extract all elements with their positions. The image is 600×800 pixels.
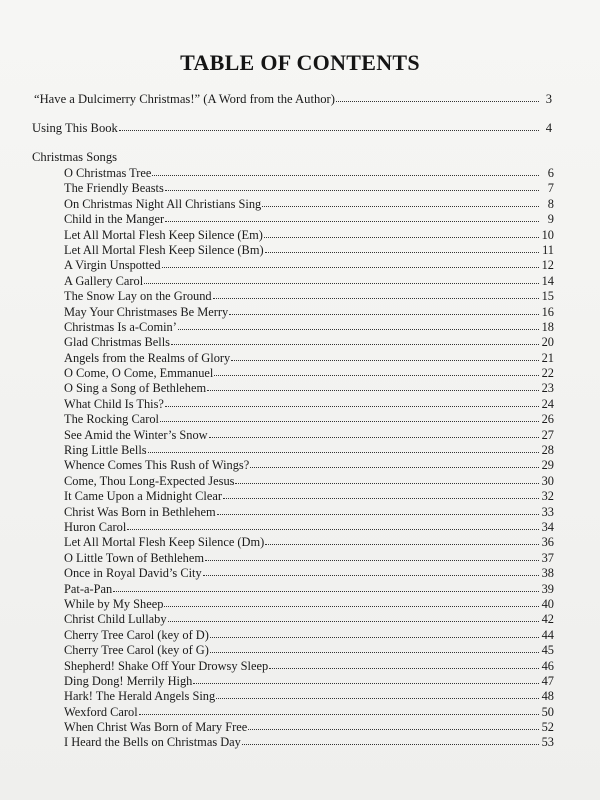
song-page-number: 27 bbox=[541, 427, 554, 442]
song-page-number: 42 bbox=[541, 612, 554, 627]
toc-entry-label: Using This Book bbox=[32, 121, 118, 135]
song-page-number: 53 bbox=[541, 735, 554, 750]
toc-song-entry bbox=[64, 551, 554, 566]
song-page-number: 18 bbox=[541, 319, 554, 334]
song-title: On Christmas Night All Christians Sing bbox=[64, 196, 262, 211]
song-page-number: 37 bbox=[541, 550, 554, 565]
song-title: Cherry Tree Carol (key of D) bbox=[64, 627, 209, 642]
toc-song-entry bbox=[64, 643, 554, 658]
song-title: Child in the Manger bbox=[64, 212, 165, 227]
toc-song-entry bbox=[64, 397, 554, 412]
dot-leader bbox=[152, 165, 539, 176]
dot-leader bbox=[242, 734, 539, 745]
toc-entry-author-word bbox=[34, 92, 552, 107]
song-title: Christ Was Born in Bethlehem bbox=[64, 504, 216, 519]
song-page-number: 50 bbox=[541, 704, 554, 719]
song-title: Christ Child Lullaby bbox=[64, 612, 167, 627]
song-title: A Gallery Carol bbox=[64, 273, 144, 288]
dot-leader bbox=[264, 227, 539, 238]
song-page-number: 32 bbox=[541, 489, 554, 504]
song-title: Let All Mortal Flesh Keep Silence (Dm) bbox=[64, 535, 265, 550]
toc-song-entry bbox=[64, 597, 554, 612]
section-heading: Christmas Songs bbox=[32, 150, 118, 164]
song-page-number: 14 bbox=[541, 273, 554, 288]
toc-song-entry bbox=[64, 628, 554, 643]
dot-leader bbox=[165, 396, 539, 407]
song-page-number: 28 bbox=[541, 443, 554, 458]
dot-leader bbox=[248, 719, 539, 730]
song-page-number: 21 bbox=[541, 350, 554, 365]
song-page-number: 9 bbox=[547, 212, 554, 227]
song-page-number: 47 bbox=[541, 673, 554, 688]
dot-leader bbox=[203, 565, 539, 576]
song-title: May Your Christmases Be Merry bbox=[64, 304, 229, 319]
toc-song-entry bbox=[64, 181, 554, 196]
toc-song-entry bbox=[64, 520, 554, 535]
song-page-number: 44 bbox=[541, 627, 554, 642]
song-title: It Came Upon a Midnight Clear bbox=[64, 489, 222, 504]
song-page-number: 36 bbox=[541, 535, 554, 550]
toc-song-entry bbox=[64, 381, 554, 396]
dot-leader bbox=[164, 596, 539, 607]
song-page-number: 22 bbox=[541, 366, 554, 381]
dot-leader bbox=[165, 211, 539, 222]
toc-song-entry bbox=[64, 566, 554, 581]
song-page-number: 33 bbox=[541, 504, 554, 519]
dot-leader bbox=[162, 257, 539, 268]
song-page-number: 30 bbox=[541, 473, 554, 488]
toc-song-entry bbox=[64, 228, 554, 243]
toc-song-entry bbox=[64, 489, 554, 504]
toc-entry-page: 4 bbox=[545, 121, 552, 135]
toc-song-entry bbox=[64, 474, 554, 489]
dot-leader bbox=[119, 120, 539, 131]
song-title: Come, Thou Long-Expected Jesus bbox=[64, 473, 235, 488]
song-page-number: 7 bbox=[547, 181, 554, 196]
toc-song-entry bbox=[64, 351, 554, 366]
dot-leader bbox=[171, 334, 539, 345]
dot-leader bbox=[127, 519, 539, 530]
toc-song-entry bbox=[64, 505, 554, 520]
song-title: The Rocking Carol bbox=[64, 412, 159, 427]
song-page-number: 40 bbox=[541, 596, 554, 611]
toc-song-entry bbox=[64, 366, 554, 381]
dot-leader bbox=[178, 319, 539, 330]
toc-song-entry bbox=[64, 212, 554, 227]
song-page-number: 6 bbox=[547, 166, 554, 180]
song-title: Let All Mortal Flesh Keep Silence (Em) bbox=[64, 227, 263, 242]
song-page-number: 15 bbox=[541, 289, 554, 304]
song-page-number: 39 bbox=[541, 581, 554, 596]
song-title: Once in Royal David’s City bbox=[64, 566, 202, 581]
dot-leader bbox=[214, 365, 539, 376]
dot-leader bbox=[223, 488, 539, 499]
song-title: Christmas Is a-Comin’ bbox=[64, 319, 177, 334]
song-title: Ring Little Bells bbox=[64, 443, 147, 458]
song-title: Huron Carol bbox=[64, 519, 127, 534]
song-page-number: 52 bbox=[541, 720, 554, 735]
toc-song-entry bbox=[64, 428, 554, 443]
song-title: A Virgin Unspotted bbox=[64, 258, 161, 273]
song-title: O Come, O Come, Emmanuel bbox=[64, 366, 214, 381]
dot-leader bbox=[210, 642, 539, 653]
toc-song-entry bbox=[64, 320, 554, 335]
song-title: I Heard the Bells on Christmas Day bbox=[64, 735, 241, 750]
toc-song-entry bbox=[64, 705, 554, 720]
song-title: Hark! The Herald Angels Sing bbox=[64, 689, 216, 704]
song-title: The Friendly Beasts bbox=[64, 181, 164, 196]
song-title: O Christmas Tree bbox=[64, 166, 152, 180]
toc-song-entry bbox=[64, 274, 554, 289]
toc-entry-label: “Have a Dulcimerry Christmas!” (A Word from the Author) bbox=[34, 92, 335, 106]
toc-song-entry bbox=[64, 305, 554, 320]
dot-leader bbox=[262, 196, 539, 207]
song-page-number: 46 bbox=[541, 658, 554, 673]
toc-song-entry bbox=[64, 243, 554, 258]
dot-leader bbox=[213, 288, 539, 299]
song-page-number: 8 bbox=[547, 196, 554, 211]
dot-leader bbox=[113, 581, 539, 592]
song-title: Cherry Tree Carol (key of G) bbox=[64, 643, 209, 658]
dot-leader bbox=[231, 350, 539, 361]
song-page-number: 23 bbox=[541, 381, 554, 396]
dot-leader bbox=[144, 273, 539, 284]
song-title: The Snow Lay on the Ground bbox=[64, 289, 212, 304]
song-page-number: 34 bbox=[541, 519, 554, 534]
toc-song-entry bbox=[64, 197, 554, 212]
song-title: While by My Sheep bbox=[64, 596, 164, 611]
song-page-number: 24 bbox=[541, 396, 554, 411]
dot-leader bbox=[217, 504, 539, 515]
dot-leader bbox=[205, 550, 539, 561]
dot-leader bbox=[139, 704, 539, 715]
toc-song-entry bbox=[64, 289, 554, 304]
toc-song-entry bbox=[64, 335, 554, 350]
song-title: O Sing a Song of Bethlehem bbox=[64, 381, 207, 396]
toc-song-entry bbox=[64, 612, 554, 627]
toc-song-entry bbox=[64, 412, 554, 427]
song-title: Wexford Carol bbox=[64, 704, 138, 719]
page-title: TABLE OF CONTENTS bbox=[180, 50, 420, 75]
song-page-number: 10 bbox=[541, 227, 554, 242]
song-page-number: 45 bbox=[541, 643, 554, 658]
song-title: Pat-a-Pan bbox=[64, 581, 113, 596]
dot-leader bbox=[250, 457, 539, 468]
song-title: When Christ Was Born of Mary Free bbox=[64, 720, 248, 735]
song-title: Let All Mortal Flesh Keep Silence (Bm) bbox=[64, 242, 264, 257]
dot-leader bbox=[229, 304, 539, 315]
song-title: Angels from the Realms of Glory bbox=[64, 350, 231, 365]
dot-leader bbox=[165, 180, 539, 191]
toc-song-entry bbox=[64, 582, 554, 597]
toc-entry-page: 3 bbox=[545, 92, 552, 106]
song-page-number: 38 bbox=[541, 566, 554, 581]
song-page-number: 26 bbox=[541, 412, 554, 427]
dot-leader bbox=[168, 611, 539, 622]
song-page-number: 12 bbox=[541, 258, 554, 273]
toc-entry-using-book bbox=[32, 121, 552, 136]
toc-song-entry bbox=[64, 674, 554, 689]
toc-song-entry bbox=[64, 258, 554, 273]
dot-leader bbox=[207, 380, 539, 391]
dot-leader bbox=[193, 673, 539, 684]
dot-leader bbox=[209, 427, 539, 438]
toc-song-entry bbox=[64, 166, 554, 181]
toc-song-entry bbox=[64, 458, 554, 473]
song-page-number: 16 bbox=[541, 304, 554, 319]
song-title: Glad Christmas Bells bbox=[64, 335, 171, 350]
toc-song-entry bbox=[64, 659, 554, 674]
song-title: Shepherd! Shake Off Your Drowsy Sleep bbox=[64, 658, 269, 673]
song-title: Whence Comes This Rush of Wings? bbox=[64, 458, 250, 473]
song-page-number: 48 bbox=[541, 689, 554, 704]
toc-song-entry bbox=[64, 443, 554, 458]
song-list bbox=[64, 166, 554, 751]
song-title: Ding Dong! Merrily High bbox=[64, 673, 193, 688]
toc-song-entry bbox=[64, 720, 554, 735]
dot-leader bbox=[210, 627, 539, 638]
song-page-number: 29 bbox=[541, 458, 554, 473]
dot-leader bbox=[265, 242, 539, 253]
dot-leader bbox=[235, 473, 539, 484]
song-page-number: 20 bbox=[541, 335, 554, 350]
dot-leader bbox=[216, 688, 539, 699]
toc-song-entry bbox=[64, 689, 554, 704]
dot-leader bbox=[160, 411, 539, 422]
song-title: O Little Town of Bethlehem bbox=[64, 550, 204, 565]
song-page-number: 11 bbox=[542, 242, 554, 257]
song-title: What Child Is This? bbox=[64, 396, 164, 411]
song-title: See Amid the Winter’s Snow bbox=[64, 427, 208, 442]
dot-leader bbox=[269, 658, 539, 669]
toc-song-entry bbox=[64, 735, 554, 750]
dot-leader bbox=[336, 91, 539, 102]
dot-leader bbox=[148, 442, 539, 453]
toc-song-entry bbox=[64, 535, 554, 550]
dot-leader bbox=[265, 534, 539, 545]
